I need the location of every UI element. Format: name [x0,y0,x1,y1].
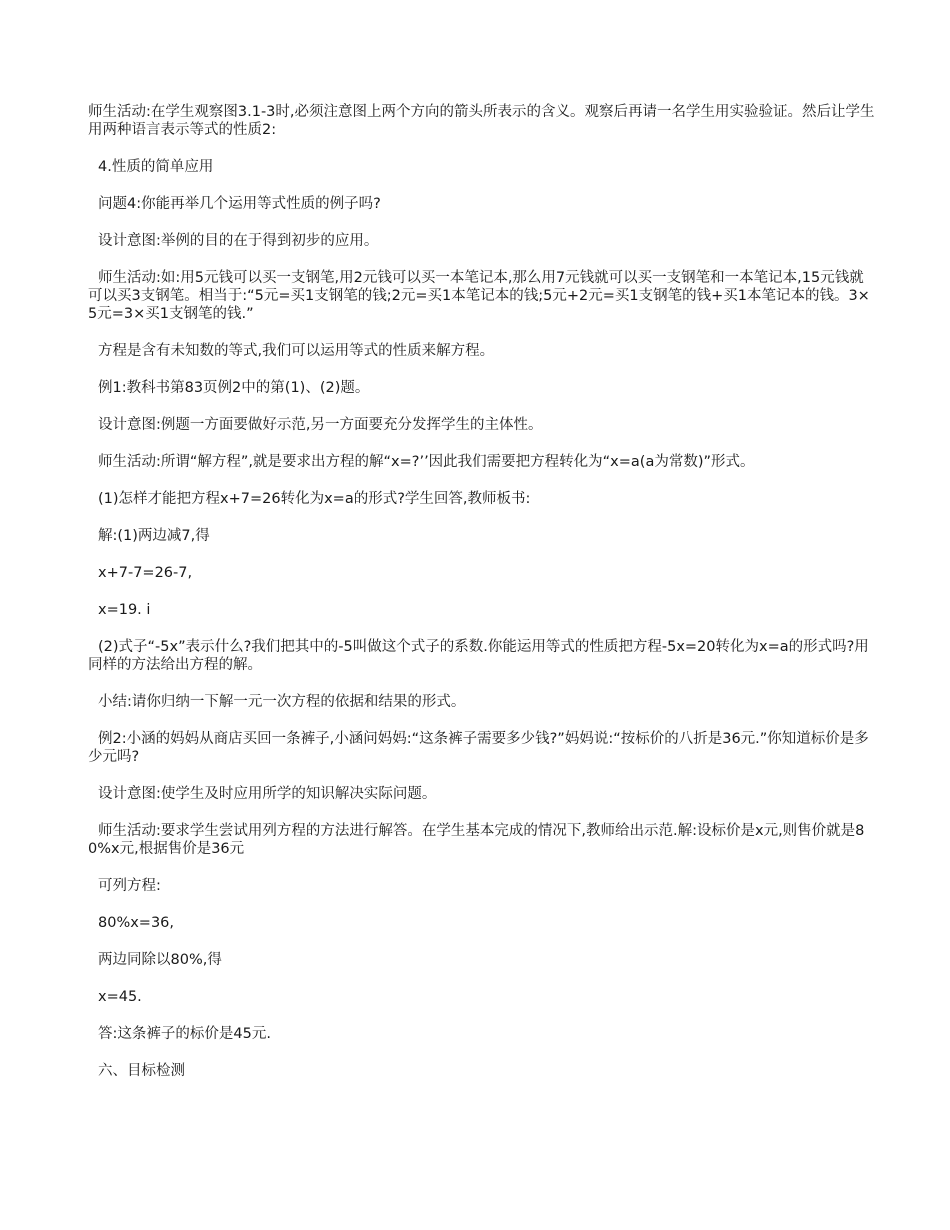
equation-line: x=19. i [98,602,151,618]
paragraph: 小结:请你归纳一下解一元一次方程的依据和结果的形式。 [98,694,466,710]
equation-line: x+7-7=26-7, [98,565,193,581]
paragraph: 答:这条裤子的标价是45元. [98,1026,271,1042]
paragraph: 方程是含有未知数的等式,我们可以运用等式的性质来解方程。 [98,343,495,359]
paragraph: 两边同除以80%,得 [98,952,222,968]
paragraph: 师生活动:所谓“解方程”,就是要求出方程的解“x=?’’因此我们需要把方程转化为“x=a(a为常数)”形式。 [98,454,755,470]
equation-line: 解:(1)两边减7,得 [98,528,210,544]
equation-line: 80%x=36, [98,915,175,931]
paragraph: 设计意图:举例的目的在于得到初步的应用。 [98,233,379,249]
paragraph: 问题4:你能再举几个运用等式性质的例子吗? [98,196,381,212]
paragraph: 设计意图:例题一方面要做好示范,另一方面要充分发挥学生的主体性。 [98,417,543,433]
paragraph: 师生活动:要求学生尝试用列方程的方法进行解答。在学生基本完成的情况下,教师给出示范.解:设标价是x元,则售价就是80%x元,根据售价是36元 [88,823,865,857]
paragraph: 例2:小涵的妈妈从商店买回一条裤子,小涵问妈妈:“这条裤子需要多少钱?”妈妈说:“按标价的八折是36元.”你知道标价是多少元吗? [88,731,869,765]
paragraph: 设计意图:使学生及时应用所学的知识解决实际问题。 [98,786,437,802]
paragraph: (2)式子“-5x”表示什么?我们把其中的-5叫做这个式子的系数.你能运用等式的性质把方程-5x=20转化为x=a的形式吗?用同样的方法给出方程的解。 [88,639,869,673]
equation-line: x=45. [98,989,142,1005]
paragraph: 师生活动:在学生观察图3.1-3时,必须注意图上两个方向的箭头所表示的含义。观察后再请一名学生用实验验证。然后让学生用两种语言表示等式的性质2: [88,104,875,138]
section-heading: 六、目标检测 [98,1063,185,1079]
paragraph: (1)怎样才能把方程x+7=26转化为x=a的形式?学生回答,教师板书: [98,491,531,507]
document-body [88,103,878,1099]
paragraph: 例1:教科书第83页例2中的第(1)、(2)题。 [98,380,370,396]
paragraph: 师生活动:如:用5元钱可以买一支钢笔,用2元钱可以买一本笔记本,那么用7元钱就可以买一支钢笔和一本笔记本,15元钱就可以买3支钢笔。相当于:“5元=买1支钢笔的钱;2元=买1本笔记本的钱;5元+2元=买1支钢笔的钱+买1本笔记本的钱。3×5元=3×买1支钢笔的钱.” [88,270,870,322]
paragraph: 可列方程: [98,878,161,894]
section-heading: 4.性质的简单应用 [98,159,214,175]
